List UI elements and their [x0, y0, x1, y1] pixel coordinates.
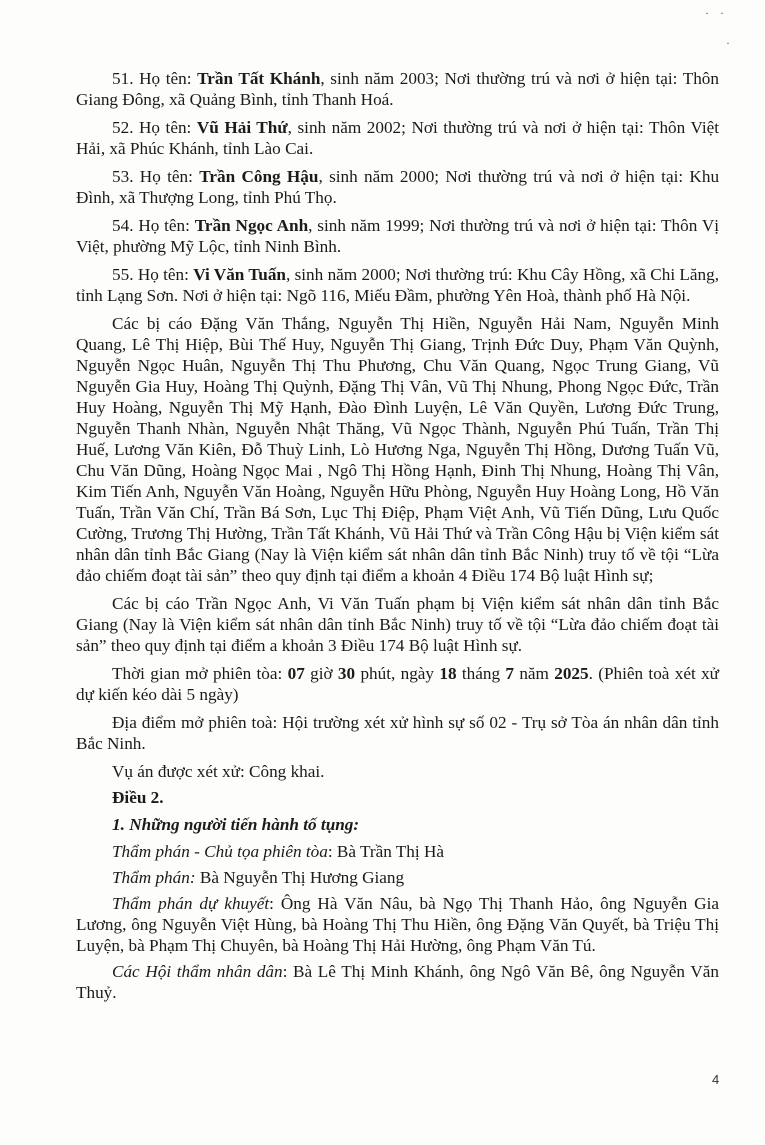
- entry-details: , sinh năm 2002; Nơi thường trú và nơi ở hiện tại: Thôn Việt Hải, xã Phúc Khánh, tỉnh Lào Cai.: [76, 118, 720, 158]
- entry-name: Trần Tất Khánh: [197, 69, 321, 88]
- entry-54: [76, 215, 719, 257]
- reserve-label: Thẩm phán dự khuyết: [112, 894, 270, 913]
- document-page: [76, 68, 719, 1008]
- entry-label: Họ tên:: [139, 69, 192, 88]
- accused-group-1: Các bị cáo Đặng Văn Thắng, Nguyễn Thị Hiền, Nguyễn Hải Nam, Nguyễn Minh Quang, Lê Thị Hiệp, Bùi Thế Huy, Nguyễn Thị Giang, Trịnh Đức Duy, Phạm Văn Quỳnh, Nguyễn Ngọc Huân, Nguyễn Thị Thu Phương, Chu Văn Quang, Ngọc Trung Giang, Vũ Nguyễn Gia Huy, Hoàng Thị Quỳnh, Đặng Thị Vân, Vũ Thị Nhung, Phong Ngọc Đức, Trần Huy Hoàng, Nguyễn Thị Mỹ Hạnh, Đào Đình Luyện, Lê Văn Quyền, Lương Đức Trung, Nguyễn Thanh Nhàn, Nguyễn Nhật Thăng, Vũ Ngọc Thành, Nguyễn Phú Tuấn, Trần Thị Huế, Lương Văn Kiên, Đỗ Thuỳ Linh, Lò Hương Nga, Nguyễn Thị Hồng, Dương Tuấn Vũ, Chu Văn Dũng, Hoàng Ngọc Mai , Ngô Thị Hồng Hạnh, Đinh Thị Nhung, Hoàng Thị Vân, Kim Tiến Anh, Nguyễn Văn Hoàng, Nguyễn Hữu Phòng, Nguyễn Huy Hoàng Long, Hồ Văn Tuấn, Trần Văn Chí, Trần Bá Sơn, Lục Thị Điệp, Phạm Việt Anh, Vũ Tiến Dũng, Lưu Quốc Cường, Trương Thị Hường, Trần Tất Khánh, Vũ Hải Thứ và Trần Công Hậu bị Viện kiểm sát nhân dân tỉnh Bắc Giang (Nay là Viện kiểm sát nhân dân tỉnh Bắc Ninh) truy tố về tội “Lừa đảo chiếm đoạt tài sản” theo quy định tại điểm a khoản 4 Điều 174 Bộ luật Hình sự;: [76, 314, 719, 585]
- entry-name: Trần Ngọc Anh: [194, 216, 309, 235]
- judge: [76, 867, 719, 888]
- time-text: phút, ngày: [355, 664, 440, 683]
- accused-group-2: Các bị cáo Trần Ngọc Anh, Vi Văn Tuấn phạm bị Viện kiểm sát nhân dân tỉnh Bắc Giang (Nay là Viện kiểm sát nhân dân tỉnh Bắc Ninh) truy tố về tội “Lừa đảo chiếm đoạt tài sản” theo quy định tại điểm a khoản 3 Điều 174 Bộ luật Hình sự.: [76, 594, 719, 655]
- entry-details: , sinh năm 2000; Nơi thường trú và nơi ở hiện tại: Khu Đình, xã Thượng Long, tỉnh Phú Thọ.: [76, 167, 720, 207]
- article-2-title: [76, 787, 719, 808]
- section-title-text: 1. Những người tiến hành tố tụng:: [112, 815, 360, 834]
- entry-name: Vi Văn Tuấn: [193, 265, 286, 284]
- entry-number: 53.: [112, 167, 134, 186]
- entry-label: Họ tên:: [139, 167, 193, 186]
- entry-details: , sinh năm 1999; Nơi thường trú và nơi ở hiện tại: Thôn Vị Việt, phường Mỹ Lộc, tỉnh Ninh Bình.: [76, 216, 720, 256]
- trial-time: [76, 663, 719, 705]
- time-year: 2025: [554, 664, 589, 683]
- presiding-judge: [76, 841, 719, 862]
- entry-number: 54.: [112, 216, 134, 235]
- time-text: giờ: [304, 664, 338, 683]
- article-title-text: Điều 2.: [112, 788, 164, 807]
- entry-55: [76, 264, 719, 306]
- section-1-title: [76, 814, 719, 835]
- entry-number: 52.: [112, 118, 134, 137]
- entry-number: 51.: [112, 69, 134, 88]
- time-label: Thời gian mở phiên tòa:: [112, 664, 288, 683]
- people-assessors: [76, 961, 719, 1003]
- reserve-judges: [76, 893, 719, 956]
- entry-details: , sinh năm 2000; Nơi thường trú: Khu Cây Hồng, xã Chi Lăng, tỉnh Lạng Sơn. Nơi ở hiện tại: Ngõ 116, Miếu Đầm, phường Yên Hoà, thành phố Hà Nội.: [76, 265, 720, 305]
- entry-label: Họ tên:: [137, 265, 189, 284]
- time-minute: 30: [337, 664, 356, 683]
- scan-marks: · · ·: [705, 6, 734, 50]
- entry-name: Trần Công Hậu: [199, 167, 319, 186]
- time-hour: 07: [287, 664, 305, 683]
- judge-label: Thẩm phán:: [112, 868, 196, 887]
- time-day: 18: [439, 664, 457, 683]
- page-number: 4: [712, 1072, 720, 1087]
- trial-public: Vụ án được xét xử: Công khai.: [112, 762, 325, 781]
- entry-details: , sinh năm 2003; Nơi thường trú và nơi ở hiện tại: Thôn Giang Đông, xã Quảng Bình, tỉnh Thanh Hoá.: [76, 69, 719, 109]
- entry-name: Vũ Hải Thứ: [196, 118, 288, 137]
- entry-label: Họ tên:: [139, 118, 192, 137]
- assessors-value: : Bà Lê Thị Minh Khánh, ông Ngô Văn Bê, ông Nguyễn Văn Thuỷ.: [76, 962, 719, 1002]
- entry-number: 55.: [112, 265, 134, 284]
- time-text: tháng: [456, 664, 506, 683]
- presiding-label: Thẩm phán - Chủ tọa phiên tòa: [112, 842, 328, 861]
- reserve-value: : Ông Hà Văn Nâu, bà Ngọ Thị Thanh Hảo, ông Nguyễn Gia Lương, ông Nguyễn Việt Hùng, bà Hoàng Thị Thu Hiền, ông Đặng Văn Quyết, bà Triệu Thị Luyện, bà Phạm Thị Chuyên, bà Hoàng Thị Hải Hường, ông Phạm Văn Tú.: [76, 894, 720, 955]
- entry-51: [76, 68, 719, 110]
- presiding-value: : Bà Trần Thị Hà: [327, 842, 444, 861]
- judge-value: Bà Nguyễn Thị Hương Giang: [195, 868, 405, 887]
- time-note: . (Phiên toà xét xử dự kiến kéo dài 5 ngày): [76, 664, 719, 704]
- entry-53: [76, 166, 719, 208]
- time-month: 7: [505, 664, 514, 683]
- time-text: năm: [513, 664, 555, 683]
- entry-52: [76, 117, 719, 159]
- trial-location: Địa điểm mở phiên toà: Hội trường xét xử hình sự số 02 - Trụ sở Tòa án nhân dân tỉnh Bắc Ninh.: [76, 713, 719, 753]
- assessors-label: Các Hội thẩm nhân dân: [112, 962, 283, 981]
- entry-label: Họ tên:: [138, 216, 190, 235]
